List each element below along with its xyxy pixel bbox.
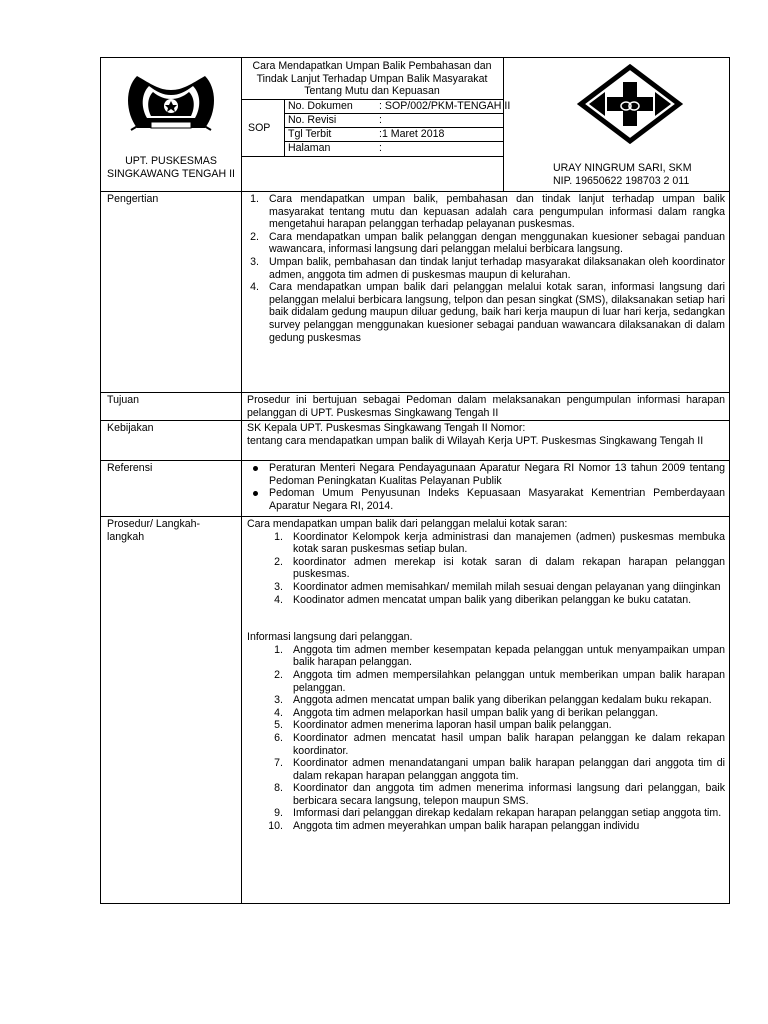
field-row-tgl-terbit [288,127,510,141]
list-item: 2. Cara mendapatkan umpan balik pelanggan dengan menggunakan kuesioner sebagai panduan wawancara, informasi langsung dari pelanggan melalui berbicara langsung. [250,230,725,256]
section-label-kebijakan: Kebijakan [107,422,154,434]
row-divider-tujuan [101,392,729,393]
field-row-revisi [288,113,510,127]
list-item: 9. Imformasi dari pelanggan direkap kedalam rekapan harapan pelanggan setiap anggota tim. [274,807,722,820]
field-label: Halaman [288,142,331,154]
field-value: :1 Maret 2018 [379,128,445,140]
list-item: 7. Koordinator admen menandatangani umpan balik harapan pelanggan dari anggota tim di dalam rekapan harapan pelanggan anggota tim. [274,757,725,782]
list-item: Peraturan Menteri Negara Pendayagunaan Aparatur Negara RI Nomor 13 tahun 2009 tentang Pedoman Peningkatan Kualitas Pelayanan Publik [247,462,725,487]
list-item: 3. Anggota admen mencatat umpan balik yang diberikan pelanggan kedalam buku rekapan. [274,694,712,707]
field-value: : SOP/002/PKM-TENGAH II [379,100,511,112]
section-body-referensi [247,462,725,512]
section-body-kebijakan [247,422,725,447]
signer-nip: NIP. 19650622 198703 2 011 [553,175,690,187]
list-item: 1. Koordinator Kelompok kerja administrasi dan manajemen (admen) puskesmas membuka kotak saran puskesmas setiap bulan. [274,530,725,556]
list-item: 3. Umpan balik, pembahasan dan tindak lanjut terhadap masyarakat dilaksanakan oleh koordinator admen, anggota tim admen di puskesmas maupun di kelurahan. [250,255,725,281]
list-item: 8. Koordinator dan anggota tim admen menerima informasi langsung dari pelanggan, baik berbicara secara langsung, telepon maupun SMS. [274,782,725,807]
emblem-icon [121,68,221,136]
puskesmas-logo [575,64,685,144]
header-divider [101,191,729,192]
list-item: 2. koordinator admen merekap isi kotak saran di dalam rekapan harapan pelanggan puskesmas. [274,555,725,581]
list-item: 10. Anggota tim admen meyerahkan umpan balik harapan pelanggan individu [268,820,640,833]
document-title: Cara Mendapatkan Umpan Balik Pembahasan dan Tindak Lanjut Terhadap Umpan Balik Masyarakat Tentang Mutu dan Kepuasan [252,60,492,98]
procedure-intro-kotak-saran: Cara mendapatkan umpan balik dari pelanggan melalui kotak saran: [247,518,568,530]
list-item: Pedoman Umum Penyusunan Indeks Kepuasaan Masyarakat Kementrian Pemberdayaan Aparatur Negara RI, 2014. [247,487,725,512]
section-label-pengertian: Pengertian [107,193,159,205]
kebijakan-decree: SK Kepala UPT. Puskesmas Singkawang Tengah II Nomor: [247,422,526,434]
kebijakan-subject: tentang cara mendapatkan umpan balik di Wilayah Kerja UPT. Puskesmas Singkawang Tengah II [247,434,704,447]
section-body-prosedur [247,518,725,833]
section-label-referensi: Referensi [107,462,153,474]
section-label-prosedur: Prosedur/ Langkah-langkah [107,518,201,543]
field-row-halaman [288,141,510,155]
row-divider-referensi [101,460,729,461]
list-item: 3. Koordinator admen memisahkan/ memilah milah sesuai dengan pelayanan yang diinginkan [274,580,721,593]
list-item: 1. Anggota tim admen member kesempatan kepada pelanggan untuk menyampaikan umpan balik harapan pelanggan. [274,643,725,669]
list-item: 4. Koodinator admen mencatat umpan balik yang diberikan pelanggan ke buku catatan. [274,593,692,606]
signer-name: URAY NINGRUM SARI, SKM [553,162,692,174]
field-label: No. Revisi [288,114,337,126]
organization-name: UPT. PUSKESMAS SINGKAWANG TENGAH II [107,155,235,180]
list-item: 2. Anggota tim admen mempersilahkan pelanggan untuk memberikan umpan balik harapan pelanggan. [274,668,725,694]
field-row-dokumen [288,100,510,113]
row-divider-kebijakan [101,420,729,421]
sop-info-divider [241,156,503,157]
list-item: 1. Cara mendapatkan umpan balik, pembahasan dan tindak lanjut terhadap umpan balik masyarakat tentang mutu dan kepuasan adalah cara pengumpulan informasi dalam rangka mengetahui harapan pelanggan terhadap pelayanan puskesmas. [250,193,725,231]
section-label-tujuan: Tujuan [107,394,139,406]
section-body-pengertian [247,193,725,344]
puskesmas-cross-icon [575,64,685,144]
document-info-table [288,100,510,155]
list-item: 4. Cara mendapatkan umpan balik dari pelanggan melalui kotak saran, informasi langsung dari pelanggan melalui berbicara langsung, telpon dan pesan singkat (SMS), dilaksanakan setiap hari baik didalam gedung maupun diluar gedung, baik hari kerja maupun di luar hari kerja, sedangkan survey pelanggan menggunakan kuesioner sebagai panduan wawancara dilaksanakan di dalam gedung puskesmas [250,281,725,344]
field-label: Tgl Terbit [288,128,332,140]
row-divider-prosedur [101,516,729,517]
field-value: : [379,114,382,126]
procedure-intro-informasi-langsung: Informasi langsung dari pelanggan. [247,631,413,644]
list-item: 5. Koordinator admen menerima laporan hasil umpan balik pelanggan. [274,719,612,732]
field-value: : [379,142,382,154]
sop-document [100,57,730,904]
section-body-tujuan: Prosedur ini bertujuan sebagai Pedoman dalam melaksanakan pengumpulan informasi harapan pelanggan di UPT. Puskesmas Singkawang Tengah II [247,394,725,419]
field-label: No. Dokumen [288,100,353,112]
sop-label: SOP [248,122,271,134]
label-column-divider [241,58,242,903]
list-item: 4. Anggota tim admen melaporkan hasil umpan balik yang di berikan pelanggan. [274,706,659,719]
regional-emblem-logo [121,68,221,136]
list-item: 6. Koordinator admen mencatat hasil umpan balik harapan pelanggan ke dalam rekapan koordinator. [274,731,725,757]
